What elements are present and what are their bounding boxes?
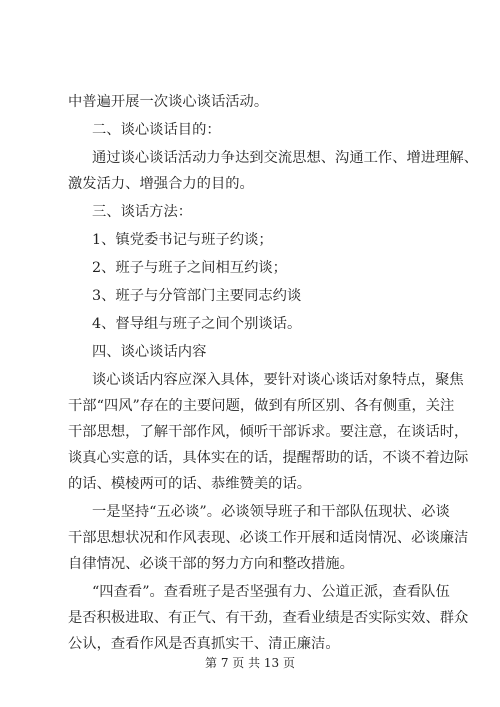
- page-number-footer: 第 7 页 共 13 页: [205, 656, 295, 670]
- list-item: 3、班子与分管部门主要同志约谈: [92, 288, 302, 304]
- paragraph-line: 的话、模棱两可的话、恭维赞美的话。: [68, 476, 312, 492]
- paragraph-line: 干部思想，了解干部作风，倾听干部诉求。要注意，在谈话时，: [68, 424, 469, 440]
- paragraph-line: 中普遍开展一次谈心谈话活动。: [68, 94, 269, 110]
- list-item: 4、督导组与班子之间个别谈话。: [92, 316, 302, 332]
- paragraph-line: 谈真心实意的话，具体实在的话，提醒帮助的话，不谈不着边际: [68, 450, 469, 466]
- paragraph-line: 干部“四风”存在的主要问题，做到有所区别、各有侧重，关注: [68, 398, 455, 414]
- paragraph-line: “四查看”。查看班子是否坚强有力、公道正派，查看队伍: [92, 584, 450, 600]
- paragraph-line: 公认，查看作风是否真抓实干、清正廉洁。: [68, 636, 340, 652]
- paragraph-line: 干部思想状况和作风表现、必谈工作开展和适岗情况、必谈廉洁: [68, 530, 469, 546]
- paragraph-line: 谈心谈话内容应深入具体，要针对谈心谈话对象特点，聚焦: [92, 372, 464, 388]
- section-heading-content: 四、谈心谈话内容: [92, 344, 207, 360]
- list-item: 2、班子与班子之间相互约谈；: [92, 260, 287, 276]
- paragraph-line: 通过谈心谈话活动力争达到交流思想、沟通工作、增进理解、: [92, 150, 479, 166]
- paragraph-line: 激发活力、增强合力的目的。: [68, 176, 254, 192]
- paragraph-line: 一是坚持“五必谈”。必谈领导班子和干部队伍现状、必谈: [92, 504, 450, 520]
- section-heading-method: 三、谈话方法：: [92, 204, 193, 220]
- section-heading-purpose: 二、谈心谈话目的：: [92, 122, 221, 138]
- list-item: 1、镇党委书记与班子约谈；: [92, 232, 273, 248]
- paragraph-line: 是否积极进取、有正气、有干劲，查看业绩是否实际实效、群众: [68, 610, 469, 626]
- paragraph-line: 自律情况、必谈干部的努力方向和整改措施。: [68, 556, 354, 572]
